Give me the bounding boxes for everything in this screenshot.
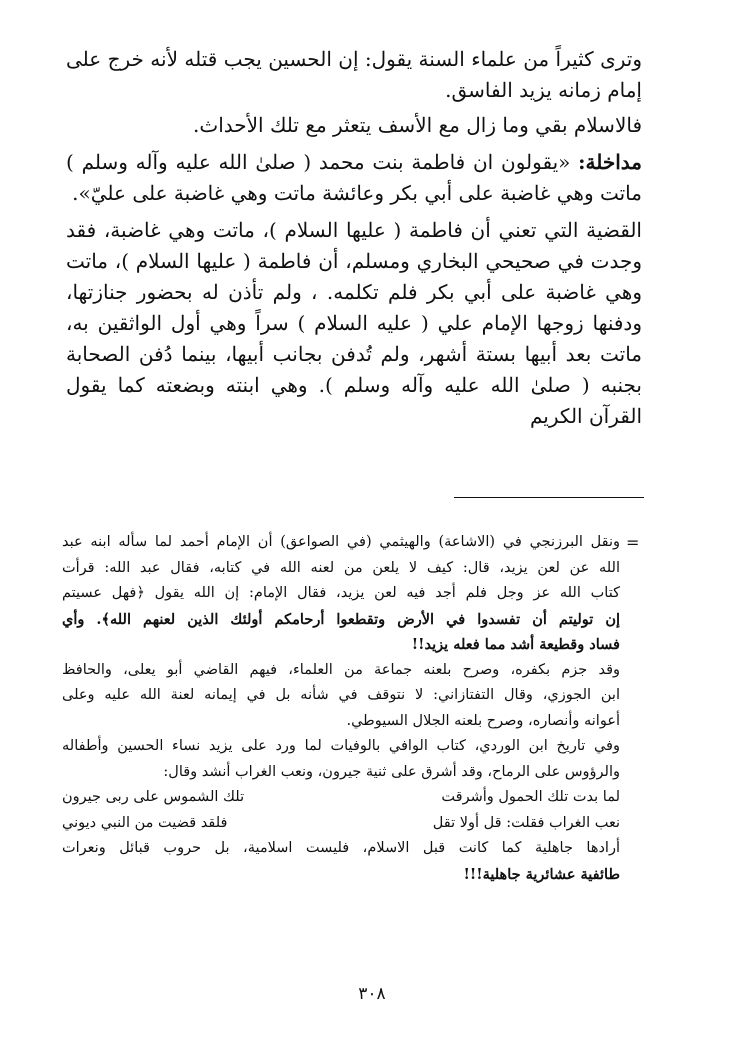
footnote-line: وقد جزم بكفره، وصرح بلعنه جماعة من العلماء، فيهم القاضي أبو يعلى، والحافظ (62, 661, 620, 678)
page-number: ٣٠٨ (358, 984, 386, 1004)
intervention-text: «يقولون ان فاطمة بنت محمد ( صلىٰ الله عليه وآله وسلم ) ماتت وهي غاضبة على أبي بكر وعائشة ماتت وهي غاضبة على عليّ». (66, 150, 642, 205)
footnote-line: ونقل البرزنجي في (الاشاعة) والهيثمي (في الصواعق) أن الإمام أحمد لما سأله ابنه عبد (62, 534, 620, 550)
footnote-continuation-marker: = (626, 533, 640, 552)
footnote-line: والرؤوس على الرماح، وقد أشرق على ثنية جيرون، ونعب الغراب أنشد وقال: (163, 763, 620, 780)
verse-first-hemistich: نعب الغراب فقلت: قل أولا تقل (432, 814, 620, 831)
footnote-line: أرادها جاهلية كما كانت قبل الاسلام، فليست اسلامية، بل حروب قبائل ونعرات (62, 840, 620, 856)
footnote-line: كتاب الله عز وجل فلم أجد فيه لعن يزيد، فقال الإمام: إن الله يقول ﴿فهل عسيتم (62, 585, 620, 601)
footnote-divider (454, 497, 644, 498)
poem-verse (62, 811, 620, 837)
paragraph: القضية التي تعني أن فاطمة ( عليها السلام )، ماتت وهي غاضبة، فقد وجدت في صحيحي البخاري ومسلم، أن فاطمة ( عليها السلام )، ماتت وهي غاضبة على أبي بكر فلم تكلمه. ، ولم تأذن له بحضور جنازتها، ودفنها زوجها الإمام علي ( عليه السلام ) سراً وهي أول الواثقين به، ماتت بعد أبيها بستة أشهر، ولم تُدفن بجانب أبيها، بينما دُفن الصحابة بجنبه ( صلىٰ الله عليه وآله وسلم ). وهي ابنته وبضعته كما يقول القرآن الكريم (66, 218, 642, 428)
footnote (62, 530, 620, 887)
footnote-line: فساد وقطيعة أشد مما فعله يزيد!! (411, 636, 620, 653)
verse-second-hemistich: فلقد قضيت من النبي ديوني (62, 814, 228, 831)
footnote-line: ابن الجوزي، وقال التفتازاني: لا نتوقف في شأنه بل في إيمانه لعنة الله عليه وعلى (62, 687, 620, 703)
verse-second-hemistich: تلك الشموس على ربى جيرون (62, 789, 245, 805)
footnote-line: طائفية عشائرية جاهلية!!! (463, 865, 620, 883)
intervention-label: مداخلة: (578, 150, 642, 174)
footnote-line: وفي تاريخ ابن الوردي، كتاب الوافي بالوفيات لما ورد على يزيد نساء الحسين وأطفاله (62, 738, 620, 754)
paragraph: وترى كثيراً من علماء السنة يقول: إن الحسين يجب قتله لأنه خرج على إمام زمانه يزيد الفاسق. (66, 47, 642, 102)
footnote-line-quran: إن توليتم أن تفسدوا في الأرض وتقطعوا أرحامكم أولئك الذين لعنهم الله﴾. وأي (62, 610, 620, 628)
verse-first-hemistich: لما بدت تلك الحمول وأشرقت (441, 789, 620, 805)
poem-verse (62, 785, 620, 811)
main-text (66, 44, 642, 432)
paragraph-intervention (66, 147, 642, 209)
footnote-line: الله عن لعن يزيد، قال: كيف لا يلعن من لعنه الله في كتابه، فقال عبد الله: قرأت (62, 559, 620, 576)
paragraph: فالاسلام بقي وما زال مع الأسف يتعثر مع تلك الأحداث. (193, 113, 642, 137)
footnote-line: أعوانه وأنصاره، وصرح بلعنه الجلال السيوطي. (346, 712, 620, 729)
